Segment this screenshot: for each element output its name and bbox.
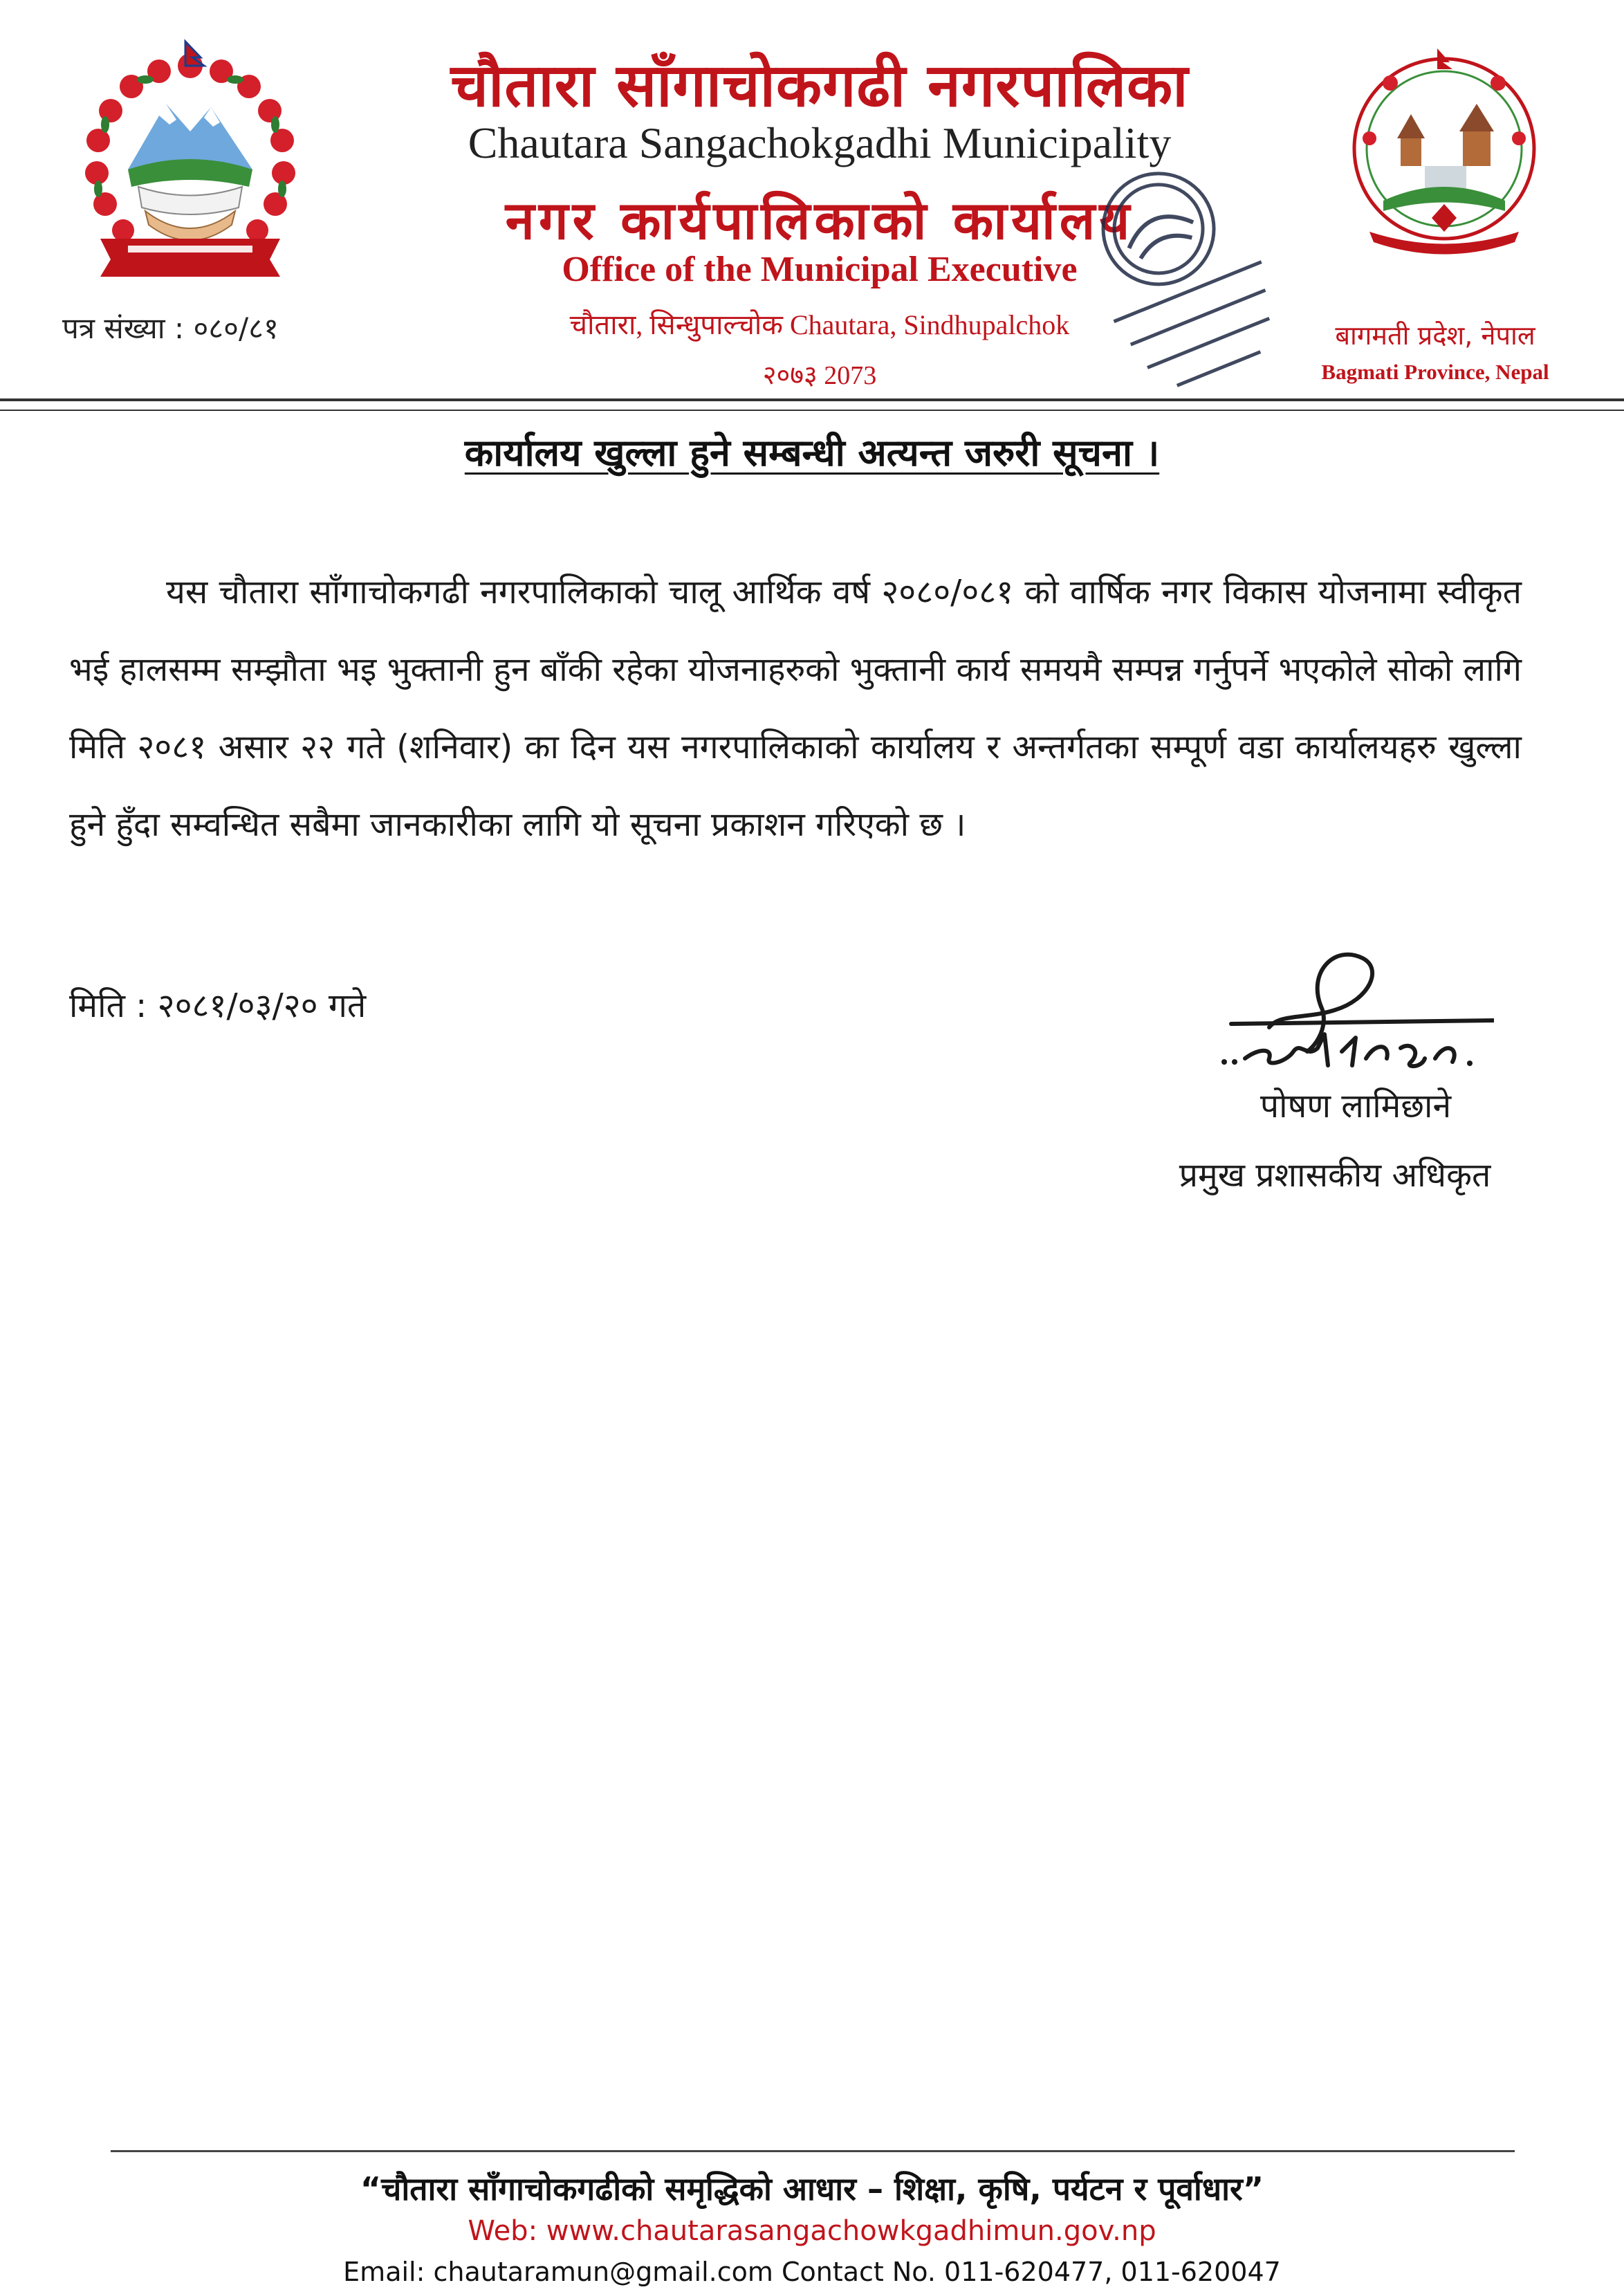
footer-website-link[interactable]: Web: www.chautarasangachowkgadhimun.gov.np [468,2215,1156,2247]
notice-title [0,425,1624,477]
header-divider-thin [0,410,1624,411]
municipality-name-english: Chautara Sangachokgadhi Municipality [468,118,1172,167]
handwritten-signature [1203,930,1494,1076]
notice-title-text: कार्यालय खुल्ला हुने सम्बन्धी अत्यन्त जरुरी सूचना । [464,431,1160,475]
municipality-logo [1342,35,1546,270]
municipality-name-nepali: चौतारा साँगाचोकगढी नगरपालिका [450,51,1189,120]
nepal-emblem-logo [62,38,318,287]
office-name-nepali: नगर कार्यपालिकाको कार्यालय [505,190,1134,251]
established-year: २०७३ 2073 [762,361,877,390]
notice-date: मिति : २०८१/०३/२० गते [69,987,367,1025]
footer-slogan: “चौतारा साँगाचोकगढीको समृद्धिको आधार – शिक्षा, कृषि, पर्यटन र पूर्वाधार” [360,2170,1264,2208]
office-name-english: Office of the Municipal Executive [562,250,1078,289]
office-stamp [1055,149,1304,412]
province-name-english: Bagmati Province, Nepal [1321,360,1549,384]
office-address: चौतारा, सिन्धुपाल्चोक Chautara, Sindhupalchok [569,309,1070,340]
province-name-nepali: बागमती प्रदेश, नेपाल [1335,320,1535,351]
letter-number: पत्र संख्या : ०८०/८१ [62,311,279,345]
footer-contact: Email: chautaramun@gmail.com Contact No. 011-620477, 011-620047 [343,2257,1281,2287]
header-divider-thick [0,398,1624,401]
signatory-title: प्रमुख प्रशासकीय अधिकृत [1179,1156,1491,1195]
notice-body: यस चौतारा साँगाचोकगढी नगरपालिकाको चालू आर्थिक वर्ष २०८०/०८१ को वार्षिक नगर विकास योजनामा स्वीकृत भई हालसम्म सम्झौता भइ भुक्तानी हुन बाँकी रहेका योजनाहरुको भुक्तानी कार्य समयमै सम्पन्न गर्नुपर्ने भएकोले सोको लागि मिति २०८१ असार २२ गते (शनिवार) का दिन यस नगरपालिकाको कार्यालय र अन्तर्गतका सम्पूर्ण वडा कार्यालयहरु खुल्ला हुने हुँदा सम्वन्धित सबैमा जानकारीका लागि यो सूचना प्रकाशन गरिएको छ । [69,573,1522,844]
footer-divider [111,2150,1515,2152]
signatory-name: पोषण लामिछाने [1259,1087,1452,1126]
